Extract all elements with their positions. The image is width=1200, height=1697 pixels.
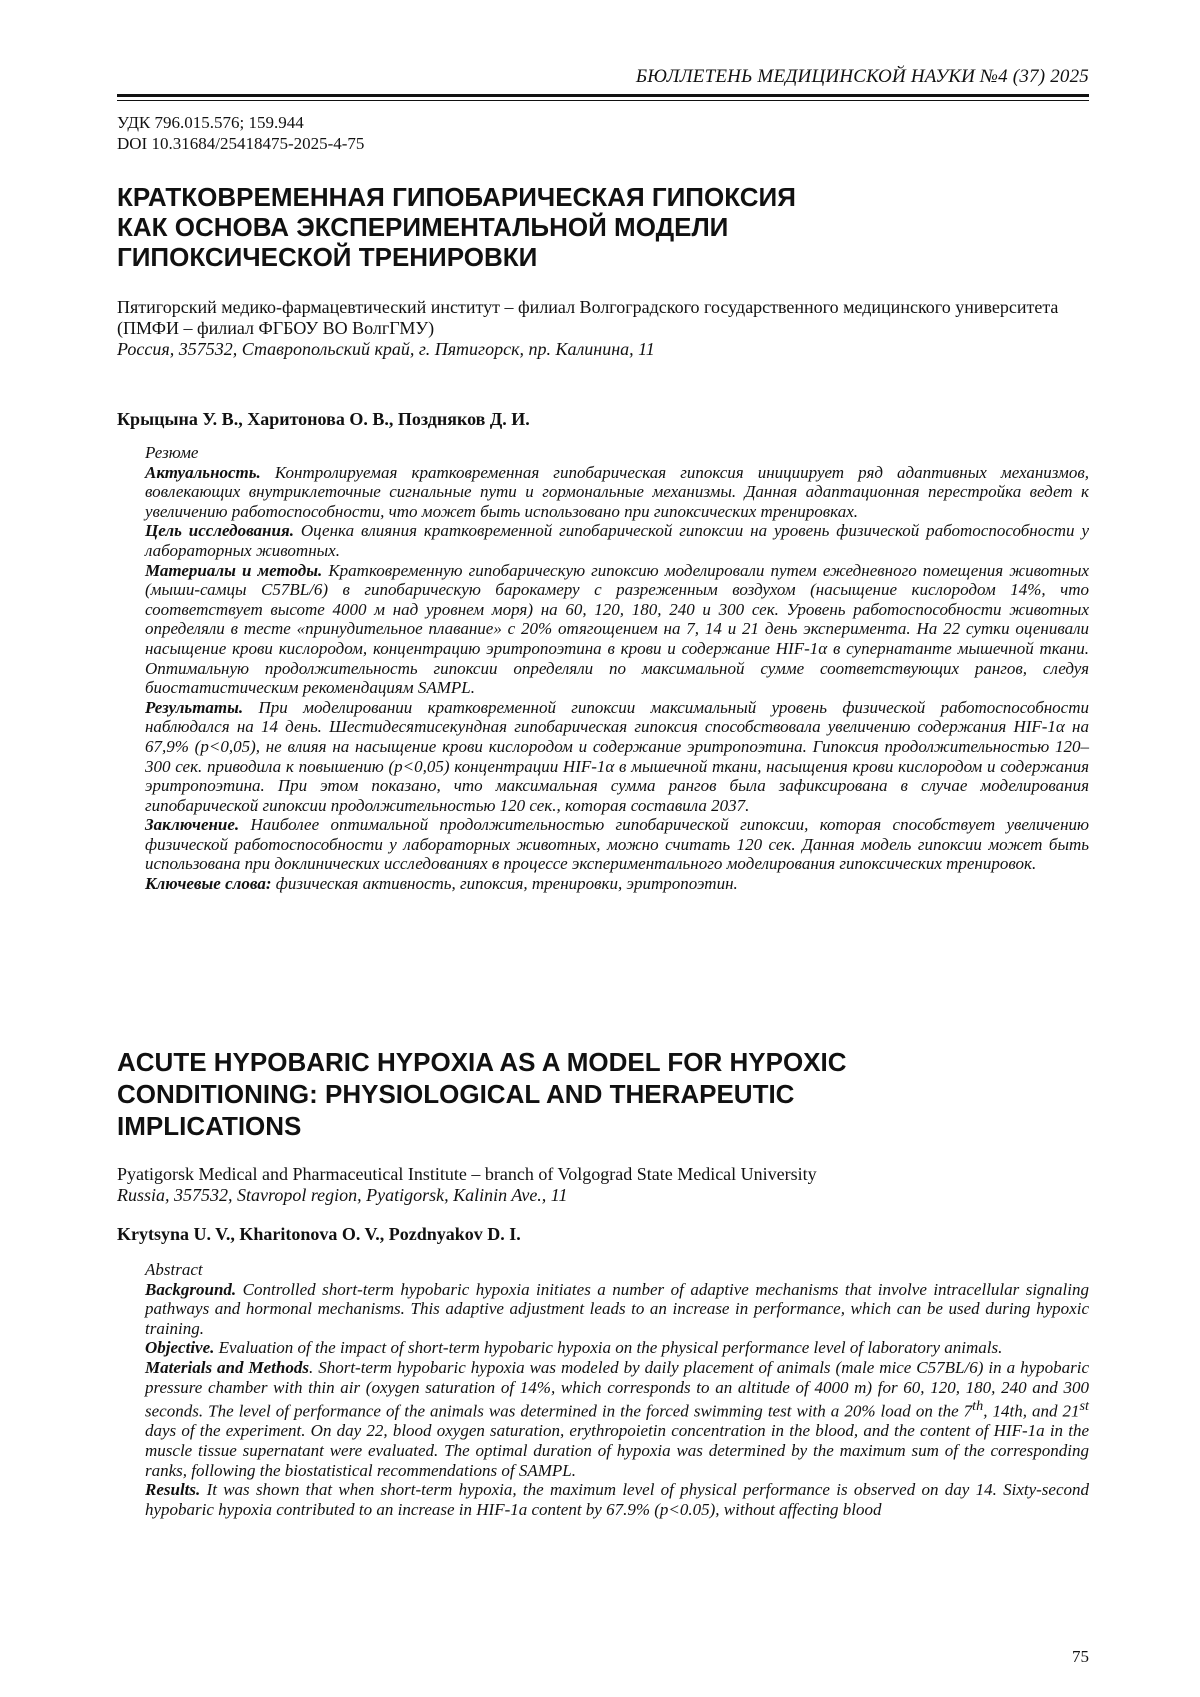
affiliation-en [117,1164,1077,1206]
title-ru-line: КАК ОСНОВА ЭКСПЕРИМЕНТАЛЬНОЙ МОДЕЛИ [117,212,729,242]
abstract-ru-section [145,521,1089,560]
title-ru [117,182,796,272]
section-text: Наиболее оптимальной продолжительностью гипобарической гипоксии, которая способствует увеличению физической работоспособности у лабораторных животных, можно считать 120 сек. Данная модель гипоксии может быть использована при доклинических исследованиях в процессе экспериментального моделирования гипоксических тренировок. [145,815,1090,874]
keywords-text: физическая активность, гипоксия, тренировки, эритропоэтин. [275,874,738,894]
section-text: Кратковременную гипобарическую гипоксию моделировали путем ежедневного помещения животных (мыши-самцы C57BL/6) в гипобарическую барокамеру с разреженным воздухом (насыщение кислородом 14%, что соответствует высоте 4000 м над уровнем моря) на 60, 120, 180, 240 и 300 сек. Уровень работоспособности животных определяли в тесте «принудительное плавание» с 20% отягощением на 7, 14 и 21 день эксперимента. На 22 сутки оценивали насыщение крови кислородом, концентрацию эритропоэтина в крови и содержание HIF-1α в супернатанте мышечной ткани. Оптимальную продолжительность гипоксии определяли по максимальной сумме соответствующих рангов, следуя биостатистическим рекомендациям SAMPL. [145,560,1090,698]
title-ru-line: ГИПОКСИЧЕСКОЙ ТРЕНИРОВКИ [117,242,538,272]
section-label: Цель исследования. [145,521,294,541]
title-ru-line: КРАТКОВРЕМЕННАЯ ГИПОБАРИЧЕСКАЯ ГИПОКСИЯ [117,182,796,212]
abstract-ru-section [145,815,1089,874]
keywords-ru [145,874,1089,894]
authors-ru: Крыцына У. В., Харитонова О. В., Поздняков Д. И. [117,409,530,429]
address-ru: Россия, 357532, Ставропольский край, г. Пятигорск, пр. Калинина, 11 [117,339,655,359]
affiliation-ru [117,297,1077,360]
journal-header: БЮЛЛЕТЕНЬ МЕДИЦИНСКОЙ НАУКИ №4 (37) 2025 [635,66,1089,87]
section-text: It was shown that when short-term hypoxia, the maximum level of physical performance is observed on day 14. Sixty-second hypobaric hypoxia contributed to an increase in HIF-1a content by 67.9% (p<0.05), without affecting blood [145,1480,1089,1519]
section-text: days of the experiment. On day 22, blood oxygen saturation, erythropoietin concentration in the blood, and the content of HIF-1a in the muscle tissue supernatant were evaluated. The optimal duration of hypoxia was determined by the maximum sum of the corresponding ranks, following the biostatistical recommendations of SAMPL. [145,1421,1089,1480]
title-en-line: IMPLICATIONS [117,1111,302,1141]
section-label: Background. [145,1279,237,1299]
title-en-line: ACUTE HYPOBARIC HYPOXIA AS A MODEL FOR HYPOXIC [117,1047,847,1077]
section-label: Заключение. [145,815,240,835]
abstract-en-objective [145,1338,1089,1358]
superscript-st: st [1079,1398,1089,1415]
section-label: Результаты. [145,697,244,717]
page-number: 75 [1072,1647,1089,1666]
section-text: , 14th, and 21 [983,1401,1080,1421]
abstract-en [145,1260,1089,1519]
section-text: Контролируемая кратковременная гипобарическая гипоксия инициирует ряд адаптивных механизмов, вовлекающих внутриклеточные сигнальные пути и гормональные механизмы. Данная адаптационная перестройка ведет к увеличению работоспособности, что может быть использовано при гипоксических тренировках. [145,462,1089,521]
section-label: Материалы и методы. [145,560,323,580]
section-text: Controlled short-term hypobaric hypoxia initiates a number of adaptive mechanisms that involve intracellular signaling pathways and hormonal mechanisms. This adaptive adjustment leads to an increase in performance, which can be used during hypoxic training. [145,1279,1090,1338]
udk-code: УДК 796.015.576; 159.944 [117,113,304,132]
affiliation-ru-abbrev: (ПМФИ – филиал ФГБОУ ВО ВолгГМУ) [117,318,435,338]
abstract-ru-section [145,561,1089,698]
keywords-label: Ключевые слова: [145,874,272,894]
authors-en: Krytsyna U. V., Kharitonova O. V., Pozdnyakov D. I. [117,1224,521,1244]
section-label: Results. [145,1480,201,1500]
section-text: . Short-term hypobaric hypoxia was modeled by daily placement of animals (male mice C57BL/6) in a hypobaric pressure chamber with thin air (oxygen saturation of 14%, which corresponds to an altitude of 4000 m) for 60, 120, 180, 240 and 300 seconds. The level of performance of the animals was determined in the forced swimming test with a 20% load on the 7 [145,1357,1090,1421]
abstract-en-methods [145,1358,1089,1480]
address-en: Russia, 357532, Stavropol region, Pyatigorsk, Kalinin Ave., 11 [117,1185,568,1205]
abstract-en-heading: Abstract [145,1260,203,1279]
abstract-ru-section [145,463,1089,522]
title-en-line: CONDITIONING: PHYSIOLOGICAL AND THERAPEUTIC [117,1079,795,1109]
abstract-ru-heading: Резюме [145,443,199,462]
header-rule-thick [117,94,1089,97]
doi: DOI 10.31684/25418475-2025-4-75 [117,134,365,153]
affiliation-ru-name: Пятигорский медико-фармацевтический институт – филиал Волгоградского государственного медицинского университета [117,297,1059,317]
section-label: Objective. [145,1338,215,1358]
abstract-ru-section [145,698,1089,816]
abstract-en-background [145,1280,1089,1339]
abstract-en-results [145,1480,1089,1519]
section-text: При моделировании кратковременной гипоксии максимальный уровень физической работоспособности наблюдался на 14 день. Шестидесятисекундная гипобарическая гипоксия способствовала увеличению содержания HIF-1α на 67,9% (p<0,05), не влияя на насыщение крови кислородом и содержание эритропоэтина. Гипоксия продолжительностью 120–300 сек. приводила к повышению (p<0,05) концентрации HIF-1α в мышечной ткани, насыщения крови кислородом и содержания эритропоэтина. При этом показано, что максимальная сумма рангов была зафиксирована в случае моделирования гипобарической гипоксии продолжительностью 120 сек., которая составила 2037. [145,697,1089,815]
section-label: Актуальность. [145,462,261,482]
section-text: Evaluation of the impact of short-term hypobaric hypoxia on the physical performance level of laboratory animals. [218,1338,1003,1358]
section-label: Materials and Methods [145,1357,309,1377]
superscript-th: th [972,1398,984,1415]
section-text: Оценка влияния кратковременной гипобарической гипоксии на уровень физической работоспособности у лабораторных животных. [145,521,1089,560]
article-meta [117,112,364,154]
title-en [117,1046,847,1142]
affiliation-en-name: Pyatigorsk Medical and Pharmaceutical Institute – branch of Volgograd State Medical University [117,1164,817,1184]
abstract-ru [145,443,1089,894]
header-rule-thin [117,100,1089,101]
